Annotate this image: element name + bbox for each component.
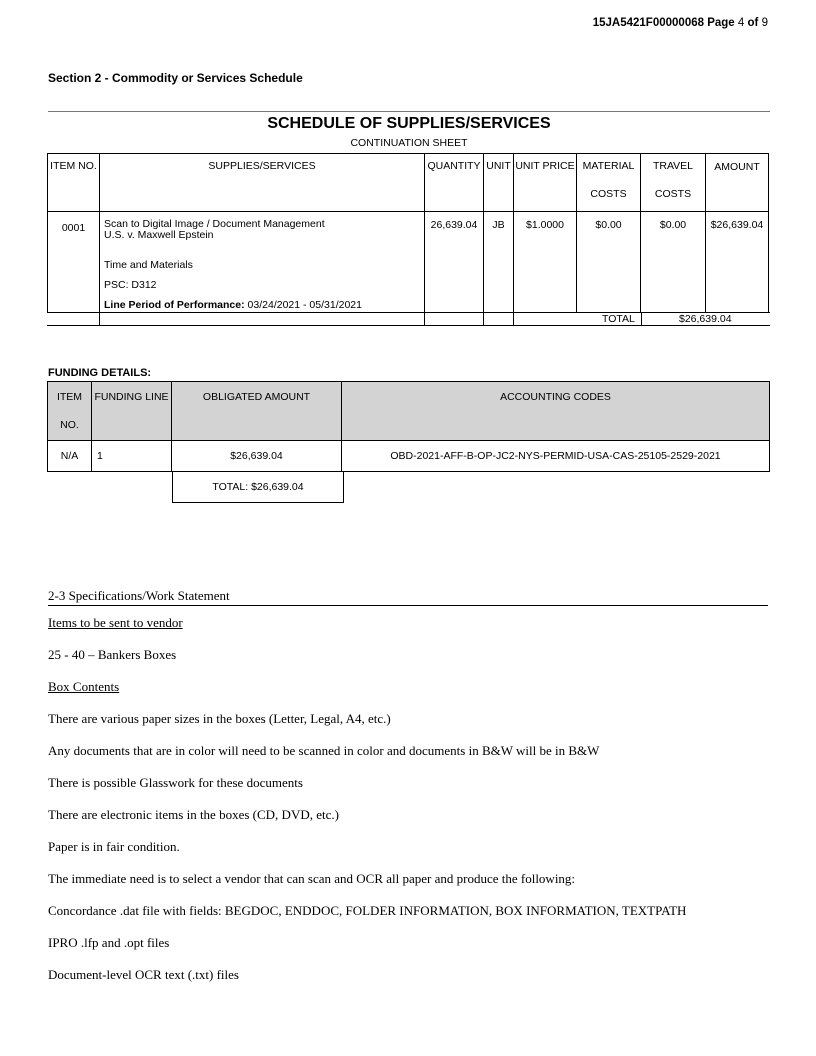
page-header bbox=[593, 17, 768, 29]
spec-paragraph: IPRO .lfp and .opt files bbox=[48, 935, 170, 950]
cell-unit-price: $1.0000 bbox=[514, 212, 577, 314]
col-travel-costs: TRAVEL COSTS bbox=[641, 154, 706, 212]
cell-item-no: 0001 bbox=[48, 212, 100, 314]
col-item-no: ITEM NO. bbox=[48, 154, 100, 212]
page-number: 4 bbox=[737, 17, 745, 29]
col-item-no: ITEM NO. bbox=[48, 382, 92, 441]
spec-paragraph: Any documents that are in color will need to be scanned in color and documents in B&W will be in B&W bbox=[48, 743, 600, 758]
items-heading: Items to be sent to vendor bbox=[48, 615, 183, 630]
schedule-title: SCHEDULE OF SUPPLIES/SERVICES bbox=[267, 115, 551, 132]
cell-quantity: 26,639.04 bbox=[425, 212, 484, 314]
col-funding-line: FUNDING LINE bbox=[92, 382, 172, 441]
total-value: $26,639.04 bbox=[679, 313, 732, 325]
document-id: 15JA5421F00000068 bbox=[592, 17, 705, 29]
cell-item: N/A bbox=[48, 441, 92, 472]
spec-paragraph: Concordance .dat file with fields: BEGDOC, ENDDOC, FOLDER INFORMATION, BOX INFORMATION, TEXTPATH bbox=[48, 903, 687, 918]
col-unit: UNIT bbox=[484, 154, 514, 212]
table-row bbox=[48, 212, 769, 314]
col-unit-price: UNIT PRICE bbox=[514, 154, 577, 212]
schedule-table bbox=[47, 153, 769, 313]
cell-accounting: OBD-2021-AFF-B-OP-JC2-NYS-PERMID-USA-CAS-25105-2529-2021 bbox=[342, 441, 770, 472]
cell-material: $0.00 bbox=[577, 212, 641, 314]
pop-label: Line Period of Performance: bbox=[104, 299, 245, 311]
boxes-count: 25 - 40 – Bankers Boxes bbox=[48, 647, 177, 662]
cell-funding-line: 1 bbox=[92, 441, 172, 472]
spec-paragraph: There are various paper sizes in the boxes (Letter, Legal, A4, etc.) bbox=[48, 711, 391, 726]
cell-amount: $26,639.04 bbox=[706, 212, 769, 314]
divider bbox=[48, 605, 768, 606]
cell-obligated: $26,639.04 bbox=[172, 441, 342, 472]
divider bbox=[48, 111, 770, 112]
table-header-row bbox=[48, 382, 770, 441]
col-quantity: QUANTITY bbox=[425, 154, 484, 212]
funding-table bbox=[47, 381, 770, 472]
table-row bbox=[48, 441, 770, 472]
spec-paragraph: There are electronic items in the boxes (CD, DVD, etc.) bbox=[48, 807, 339, 822]
cell-travel: $0.00 bbox=[641, 212, 706, 314]
spec-paragraph: The immediate need is to select a vendor that can scan and OCR all paper and produce the following: bbox=[48, 871, 576, 886]
spec-paragraph: Paper is in fair condition. bbox=[48, 839, 180, 854]
page-word: Page bbox=[707, 17, 735, 29]
funding-details-label: FUNDING DETAILS: bbox=[48, 367, 152, 379]
col-amount: AMOUNT bbox=[706, 154, 769, 212]
spec-paragraph: There is possible Glasswork for these documents bbox=[48, 775, 303, 790]
spec-paragraph: Document-level OCR text (.txt) files bbox=[48, 967, 239, 982]
col-obligated-amount: OBLIGATED AMOUNT bbox=[172, 382, 342, 441]
col-material-costs: MATERIAL COSTS bbox=[577, 154, 641, 212]
page-total: 9 bbox=[761, 17, 768, 29]
spec-section-title: 2-3 Specifications/Work Statement bbox=[48, 588, 230, 603]
cell-unit: JB bbox=[484, 212, 514, 314]
section-title: Section 2 - Commodity or Services Schedule bbox=[48, 71, 303, 85]
box-contents-heading: Box Contents bbox=[48, 679, 120, 694]
col-accounting-codes: ACCOUNTING CODES bbox=[342, 382, 770, 441]
total-label: TOTAL bbox=[602, 313, 635, 325]
schedule-total-row bbox=[47, 312, 770, 326]
schedule-subtitle: CONTINUATION SHEET bbox=[350, 137, 468, 149]
cell-description: Scan to Digital Image / Document Management U.S. v. Maxwell Epstein Time and Materials PSC: D312 Line Period of Performance: 03/24/2021 - 05/31/2021 bbox=[100, 212, 425, 314]
col-supplies: SUPPLIES/SERVICES bbox=[100, 154, 425, 212]
table-header-row bbox=[48, 154, 769, 212]
pop-value: 03/24/2021 - 05/31/2021 bbox=[247, 299, 362, 311]
funding-total: TOTAL: $26,639.04 bbox=[172, 472, 344, 503]
of-word: of bbox=[747, 17, 759, 29]
